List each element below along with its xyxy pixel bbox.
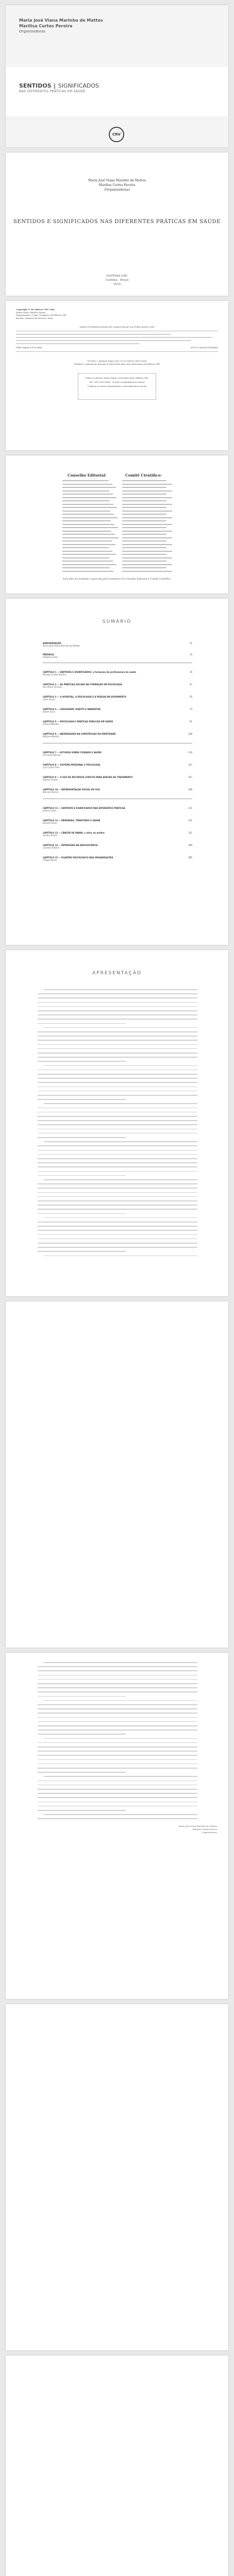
text-line: [38, 1133, 197, 1134]
text-line: [38, 1755, 197, 1756]
cover-subtitle: NAS DIFERENTES PRÁTICAS EM SAÚDE: [19, 90, 86, 93]
text-line: [38, 1247, 197, 1248]
toc-entry-title: CAPÍTULO 10 — REPRESENTAÇÃO SOCIAL DO SUS: [43, 788, 100, 791]
text-line: [38, 1222, 197, 1223]
cover-title: SENTIDOS | SIGNIFICADOS: [19, 82, 99, 89]
toc-entry-author: Juliana Costa: [43, 809, 56, 812]
signature-role: Organizadoras: [202, 1831, 217, 1834]
text-line: [38, 1108, 197, 1109]
book-cover: [6, 5, 228, 147]
text-line: [38, 1061, 126, 1062]
text-line: [38, 1158, 197, 1159]
text-line: [44, 989, 197, 990]
board-member-line: [62, 540, 112, 541]
toc-entry[interactable]: [43, 807, 192, 812]
text-line: [38, 1704, 197, 1705]
toc-entry-page: 211: [188, 807, 192, 809]
text-line: [38, 1171, 197, 1172]
toc-entry-page: 15: [189, 653, 192, 656]
committee-member-line: [122, 511, 172, 512]
committee-member-line: [122, 534, 166, 535]
toc-entry-title: CAPÍTULO 1 — SENTIDOS E SIGNIFICADOS: a formação de profissionais da saúde: [43, 671, 137, 673]
committee-member-line: [122, 500, 166, 501]
text-line: [44, 1027, 197, 1028]
toc-entry[interactable]: [43, 776, 192, 781]
toc-entry-page: 55: [189, 696, 192, 698]
text-line: [38, 1040, 197, 1041]
committee-member-line: [122, 520, 166, 521]
board-member-line: [62, 567, 110, 568]
toc-entry[interactable]: [43, 642, 192, 647]
toc-entry-title: APRESENTAÇÃO: [43, 642, 61, 645]
cip-text-line: [16, 337, 212, 338]
text-line: [38, 1002, 197, 1003]
committee-member-line: [122, 537, 172, 538]
committee-member-line: [122, 571, 172, 572]
text-line: [38, 1192, 197, 1193]
cip-text-line: [16, 340, 191, 341]
board-right-title: Comitê Científico:: [125, 473, 162, 478]
toc-entry-page: 73: [189, 708, 192, 710]
committee-member-line: [122, 507, 166, 508]
text-line: [38, 1797, 197, 1798]
board-member-line: [62, 557, 109, 558]
text-line: [38, 1200, 197, 1201]
toc-entry-title: CAPÍTULO 15 — PLANTÃO PSICOLÓGICO NAS ORGANIZAÇÕES: [43, 856, 113, 859]
cip-heading: DADOS INTERNACIONAIS DE CATALOGAÇÃO NA PUBLICAÇÃO (CIP): [79, 326, 155, 328]
text-line: [38, 1129, 197, 1130]
presentation-signature: [160, 1825, 217, 1834]
presentation-heading: APRESENTAÇÃO: [92, 971, 142, 976]
board-member-line: [62, 507, 117, 508]
isbn: ISBN Digital 978-85-444-: [16, 346, 43, 349]
toc-entry-author: Ana Maria Ferreira: [43, 686, 62, 688]
text-line: [38, 1078, 197, 1079]
committee-member-line: [122, 540, 166, 541]
toc-entry-author: Thiago Nunes: [43, 859, 57, 861]
toc-entry-page: 269: [188, 844, 192, 846]
text-line: [38, 1188, 197, 1189]
text-line: [44, 1103, 197, 1104]
text-line: [38, 1239, 197, 1240]
text-line: [38, 1670, 197, 1671]
committee-member-line: [122, 531, 172, 532]
text-line: [38, 1810, 126, 1811]
text-line: [44, 1141, 197, 1142]
committee-member-line: [122, 547, 166, 548]
toc-entry-author: Gilberto Costa: [43, 656, 58, 658]
organizer-role: (Organizadoras): [104, 188, 130, 192]
toc-entry-page: 167: [188, 776, 192, 778]
text-line: [38, 1053, 197, 1054]
text-line: [38, 1166, 197, 1167]
toc-entry[interactable]: [43, 819, 192, 824]
toc-entry-title: CAPÍTULO 4 — LINGUAGEM, SUJEITO E NARRATIVA: [43, 708, 101, 710]
contact-box: [78, 373, 156, 400]
committee-member-line: [122, 524, 172, 525]
board-member-line: [62, 544, 115, 545]
toc-entry-title: CAPÍTULO 7 — ESTUDOS SOBRE CUIDADO E SAÚDE: [43, 751, 102, 754]
review-line: Revisão: Analista de Escrita e Artes: [16, 316, 54, 319]
text-line: [38, 1666, 197, 1667]
text-line: [44, 1179, 197, 1180]
text-line: [38, 1023, 126, 1024]
toc-entry-author: Fernanda Moraes: [43, 754, 61, 756]
board-member-line: [62, 500, 110, 501]
text-line: [38, 1747, 197, 1748]
text-line: [38, 1802, 197, 1803]
text-line: [38, 1145, 197, 1146]
text-line: [38, 1074, 197, 1075]
text-line: [38, 1243, 197, 1244]
author-role: Organizadoras: [19, 29, 45, 33]
text-line: [44, 1738, 197, 1739]
committee-member-line: [122, 490, 172, 492]
toc-entry[interactable]: [43, 856, 192, 861]
toc-entry-title: CAPÍTULO 2 — AS PRÁTICAS SOCIAIS NA FORMAÇÃO EM PSICOLOGIA: [43, 683, 122, 686]
text-line: [38, 1124, 197, 1125]
toc-entry[interactable]: [43, 733, 192, 738]
toc-entry-page: 285: [188, 856, 192, 859]
committee-member-line: [122, 480, 166, 481]
text-line: [38, 1196, 197, 1197]
rights-holder: Todos os direitos desta edição reservados pela: Editora CRV: [85, 377, 149, 379]
blank-page: [6, 2355, 228, 2576]
text-line: [38, 1213, 126, 1214]
organizer-2: Marilisa Cortes Pereira: [98, 183, 136, 187]
text-line: [38, 1120, 197, 1121]
text-line: [38, 1044, 197, 1045]
title-page: [6, 152, 228, 296]
toc-entry-title: CAPÍTULO 11 — SENTIDOS E SIGNIFICADOS NAS DIFERENTES PRÁTICAS: [43, 807, 125, 809]
board-member-line: [62, 527, 118, 528]
text-line: [38, 1091, 197, 1092]
committee-member-line: [122, 564, 172, 565]
city: Curitiba - Brasil: [105, 279, 129, 282]
toc-entry-author: Luiz Carlos Silva: [43, 766, 60, 769]
book-title: SENTIDOS E SIGNIFICADOS NAS DIFERENTES PRÁTICAS EM SAÚDE: [13, 219, 221, 225]
text-line: [44, 1256, 197, 1257]
text-line: [38, 1031, 197, 1032]
board-member-line: [62, 537, 119, 538]
toc-entry[interactable]: [43, 708, 192, 713]
contact-phone: Tel.: (41) 3039-6418 - E-mail: sac@editoracrv.com.br: [89, 381, 145, 383]
committee-member-line: [122, 487, 166, 488]
toc-entry-page: 129: [188, 751, 192, 754]
toc-heading: SUMÁRIO: [102, 619, 132, 624]
reproduction-notice: Proibida a reprodução parcial ou total desta obra sem autorização da Editora CRV: [74, 363, 160, 365]
text-line: [44, 1814, 197, 1815]
text-line: [38, 1675, 197, 1676]
editorial-board-page: [6, 455, 228, 594]
copyright-line: Copyright © da Editora CRV Ltda.: [16, 308, 55, 311]
toc-entry[interactable]: [43, 844, 192, 849]
text-line: [38, 1793, 197, 1794]
committee-member-line: [122, 494, 166, 495]
committee-member-line: [122, 504, 172, 505]
text-line: [44, 1217, 197, 1218]
toc-entry-title: PREFÁCIO: [43, 653, 54, 656]
text-line: [38, 1696, 126, 1697]
board-member-line: [62, 514, 114, 515]
copyright-header: [16, 308, 218, 319]
toc-entry-author: Marcos Oliveira: [43, 791, 59, 793]
divider: [16, 351, 218, 352]
text-line: [38, 1019, 197, 1020]
board-member-line: [62, 524, 114, 525]
text-line: [38, 997, 197, 998]
text-line: [38, 1230, 197, 1231]
toc-entry-page: 231: [188, 819, 192, 822]
board-member-line: [62, 487, 116, 488]
toc-entry-title: CAPÍTULO 8 — SISTEMA PRISIONAL E PSICOLOGIA: [43, 764, 101, 766]
board-member-line: [62, 517, 118, 518]
board-member-line: [62, 564, 116, 565]
text-line: [38, 1768, 197, 1769]
text-line: [38, 1721, 197, 1722]
publisher-logo: CRV: [109, 127, 124, 142]
toc-entry-page: 11: [189, 642, 192, 645]
design-line: Diagramação e Capa: Designers da Editora CRV: [16, 314, 66, 316]
text-line: [38, 1183, 197, 1184]
committee-member-line: [122, 544, 172, 545]
text-line: [38, 1010, 197, 1011]
toc-entry-title: CAPÍTULO 3 — O HOSPITAL, A PSICOLOGIA E A PESSOA EM SOFRIMENTO: [43, 696, 126, 698]
year: 2018: [113, 283, 121, 286]
toc-entry[interactable]: [43, 653, 192, 658]
text-line: [38, 1751, 197, 1752]
toc-entry-page: 37: [189, 683, 192, 686]
board-member-line: [62, 547, 109, 548]
text-line: [38, 1057, 197, 1058]
committee-member-line: [122, 484, 172, 485]
text-line: [44, 1700, 197, 1701]
presentation-page: [6, 950, 228, 1296]
text-line: [38, 1150, 197, 1151]
toc-entry-page: 251: [188, 832, 192, 834]
text-line: [44, 1776, 197, 1777]
author-2: Marilisa Cortes Pereira: [19, 24, 73, 28]
toc-entry-page: 189: [188, 788, 192, 791]
contact-site: Conheça os nossos lançamentos: www.editoracrv.com.br: [87, 385, 147, 387]
board-member-line: [62, 484, 112, 485]
committee-member-line: [122, 561, 166, 562]
text-line: [38, 1036, 197, 1037]
toc-entry-title: CAPÍTULO 14 — DEPRESSÃO NA ADOLESCÊNCIA: [43, 844, 98, 846]
text-line: [38, 1708, 197, 1709]
board-member-line: [62, 494, 113, 495]
text-line: [38, 1717, 197, 1718]
text-line: [44, 1662, 197, 1663]
toc-entry-title: CAPÍTULO 12 — MEMÓRIAS, TERRITÓRIO E SAÚDE: [43, 819, 101, 822]
text-line: [38, 1087, 197, 1088]
text-line: [38, 1226, 197, 1227]
toc-entry-author: Patrícia Mendes: [43, 723, 59, 725]
text-line: [38, 1209, 197, 1210]
committee-member-line: [122, 497, 172, 498]
isbn-row: [16, 346, 218, 349]
text-line: [38, 993, 197, 994]
toc-entry-author: Isabela Santos: [43, 778, 58, 781]
board-footer: Esta obra foi avaliada e aprovada pelos membros do Conselho Editorial e Comitê Científico.: [63, 578, 171, 581]
board-member-line: [62, 490, 109, 492]
toc-entry-author: Carla Souza: [43, 698, 55, 701]
toc-entry-title: CAPÍTULO 6 — ABORDAGENS NA CONSTRUÇÃO DA IDENTIDADE: [43, 733, 116, 735]
cover-authors: [19, 18, 103, 35]
text-line: [38, 1785, 197, 1786]
board-member-line: [62, 561, 113, 562]
board-member-line: [62, 520, 111, 521]
text-line: [38, 1687, 197, 1688]
text-line: [38, 1789, 197, 1790]
committee-member-line: [122, 557, 172, 558]
text-line: [38, 1764, 197, 1765]
board-member-line: [62, 554, 116, 555]
text-line: [38, 1806, 197, 1807]
imprint: [6, 274, 228, 286]
toc-entry[interactable]: [43, 671, 192, 676]
text-line: [38, 1154, 197, 1155]
text-line: [38, 1095, 197, 1096]
toc-entry-page: 109: [188, 733, 192, 735]
toc-page: [6, 599, 228, 945]
committee-member-line: [122, 551, 172, 552]
toc-entry-author: Ricardo Alves: [43, 822, 57, 824]
organizers: [6, 178, 228, 192]
committee-member-line: [122, 517, 172, 518]
board-member-line: [62, 504, 113, 505]
text-line: [38, 1048, 197, 1049]
toc-entry[interactable]: [43, 696, 192, 701]
signature-2: Marilisa Cortes Pereira: [192, 1828, 217, 1831]
toc-entry-page: 147: [188, 764, 192, 766]
toc-entry[interactable]: [43, 832, 192, 837]
toc-entry[interactable]: [43, 764, 192, 769]
toc-entry[interactable]: [43, 751, 192, 756]
presentation-continued-page: [6, 1653, 228, 1999]
board-left-title: Conselho Editorial:: [68, 473, 107, 478]
toc-entry-page: 91: [189, 720, 192, 723]
text-line: [38, 1730, 197, 1731]
text-line: [38, 1234, 197, 1235]
text-line: [38, 1683, 197, 1684]
text-line: [38, 1725, 197, 1726]
blank-page: [6, 1301, 228, 1648]
board-member-line: [62, 511, 110, 512]
text-line: [38, 1713, 197, 1714]
text-line: [38, 1781, 197, 1782]
author-1: Maria José Viana Marinho de Mattos: [19, 18, 103, 23]
cip-text-line: [16, 343, 140, 344]
toc-entry[interactable]: [43, 788, 192, 793]
text-line: [38, 1014, 197, 1015]
text-line: [38, 1759, 197, 1760]
toc-entry-author: Marilisa Cortes Pereira: [43, 673, 66, 676]
copyright-page: [6, 301, 228, 450]
text-line: [38, 1116, 197, 1117]
text-line: [38, 1162, 197, 1163]
toc-entry-page: 19: [189, 671, 192, 673]
cover-title-b: SIGNIFICADOS: [58, 82, 99, 89]
doi: DOI 10.24824/978854441: [191, 346, 218, 349]
cover-title-a: SENTIDOS: [19, 82, 52, 89]
cip-text-line: [16, 334, 171, 335]
board-member-line: [62, 571, 113, 572]
committee-member-line: [122, 514, 166, 515]
toc-entry-title: CAPÍTULO 13 — CÂNCER DE MAMA: o olhar da mulher: [43, 832, 105, 834]
text-line: [38, 1251, 126, 1252]
text-line: [38, 1205, 197, 1206]
signature-1: Maria José Viana Marinho de Mattos: [178, 1825, 217, 1827]
text-line: [38, 1082, 197, 1083]
text-line: [38, 1742, 197, 1743]
toc-entry[interactable]: [43, 683, 192, 688]
text-line: [38, 1137, 126, 1138]
text-line: [38, 1070, 197, 1071]
board-member-line: [62, 551, 112, 552]
editor-line: Editor-chefe: Railson Moura: [16, 311, 46, 314]
toc-entry-title: CAPÍTULO 5 — PSICOLOGIA E PRÁTICAS PÚBLICAS EM SAÚDE: [43, 720, 113, 723]
board-member-line: [62, 480, 109, 481]
text-line: [38, 1734, 126, 1735]
text-line: [38, 1679, 197, 1680]
toc-entry-author: Rafael Lima: [43, 710, 55, 713]
publisher: EDITORA CRV: [106, 275, 128, 278]
text-line: [38, 1112, 197, 1113]
toc-entry[interactable]: [43, 720, 192, 725]
toc-entry-author: Carolina Ribeiro: [43, 846, 59, 849]
text-line: [38, 1006, 197, 1007]
toc-entry-author: Sandra Rocha: [43, 834, 57, 837]
text-line: [38, 1818, 197, 1819]
toc-entry-title: CAPÍTULO 9 — O USO DE RECURSOS LÚDICOS PARA ADESÃO AO TRATAMENTO: [43, 776, 133, 778]
toc-entry-author: Bárbara Martins: [43, 735, 60, 738]
committee-member-line: [122, 554, 166, 555]
legal-deposit: Foi feito o depósito legal conf. Lei 10.994 de 14/12/2004: [87, 360, 147, 362]
text-line: [44, 1065, 197, 1066]
text-line: [38, 1772, 126, 1773]
committee-member-line: [122, 567, 166, 568]
text-line: [38, 1175, 126, 1176]
organizer-1: Maria José Viana Marinho de Mattos: [88, 179, 146, 182]
committee-member-line: [122, 527, 166, 528]
text-line: [38, 1691, 197, 1692]
blank-page: [6, 2004, 228, 2350]
board-member-line: [62, 531, 111, 532]
toc-entry-author: Maria José Viana Marinho de Mattos: [43, 645, 80, 647]
board-member-line: [62, 534, 115, 535]
board-member-line: [62, 497, 116, 498]
text-line: [38, 1099, 126, 1100]
